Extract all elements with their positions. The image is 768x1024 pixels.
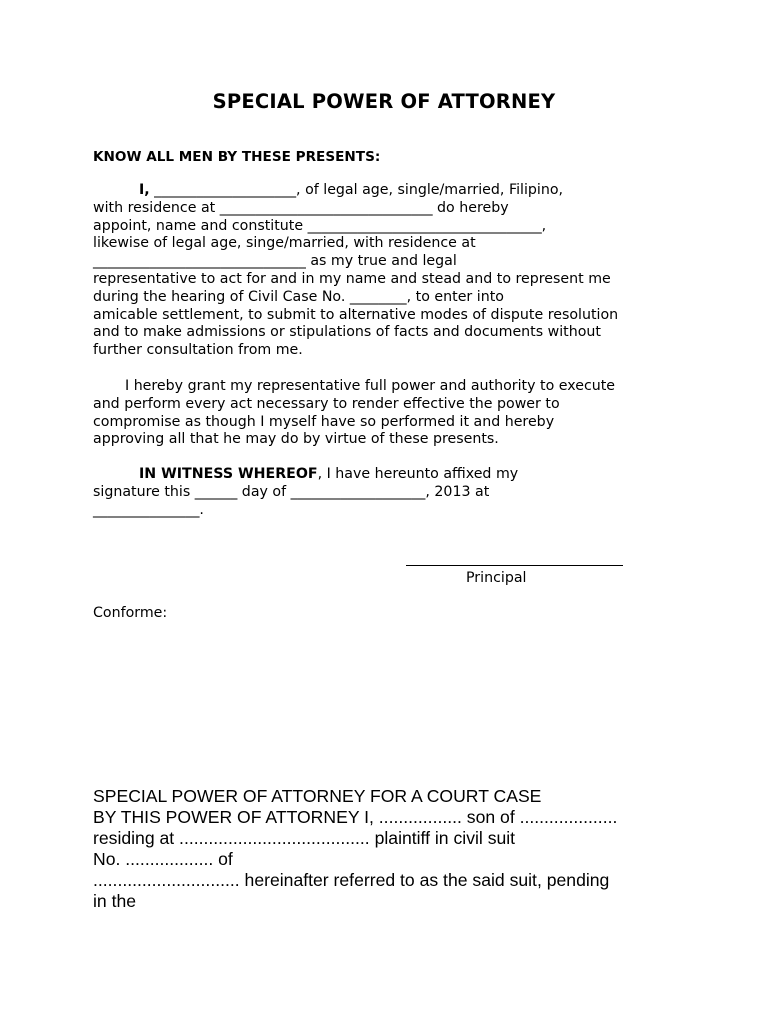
paragraph-line: signature this ______ day of ___________________, 2013 at <box>93 483 490 500</box>
paragraph-line: and perform every act necessary to render effective the power to <box>93 395 560 412</box>
paragraph-line: during the hearing of Civil Case No. ________, to enter into <box>93 288 504 305</box>
paragraph-line: I hereby grant my representative full power and authority to execute <box>125 378 616 394</box>
document-title: SPECIAL POWER OF ATTORNEY <box>212 90 556 113</box>
paragraph-line: representative to act for and in my name and stead and to represent me <box>93 270 611 287</box>
paragraph-line: likewise of legal age, singe/married, with residence at <box>93 235 476 252</box>
principal-signature-line <box>406 565 623 566</box>
witness-paragraph <box>93 466 693 519</box>
paragraph-line: further consultation from me. <box>93 342 303 359</box>
second-document-line: .............................. hereinafter referred to as the said suit, pending <box>93 870 610 890</box>
paragraph-line: approving all that he may do by virtue of these presents. <box>93 431 499 448</box>
paragraph-line: appoint, name and constitute _________________________________, <box>93 217 547 234</box>
appointment-paragraph <box>93 182 693 360</box>
paragraph-line: IN WITNESS WHEREOF, I have hereunto affixed my <box>139 466 519 482</box>
paragraph-line: ______________________________ as my true and legal <box>93 253 457 270</box>
second-document <box>93 786 693 912</box>
grant-paragraph <box>93 378 693 449</box>
principal-label: Principal <box>466 570 527 586</box>
conforme-label: Conforme: <box>93 605 168 621</box>
witness-label: IN WITNESS WHEREOF <box>139 466 318 482</box>
paragraph-line: _______________. <box>93 501 204 518</box>
know-all-heading: KNOW ALL MEN BY THESE PRESENTS: <box>93 149 381 165</box>
paragraph-line: and to make admissions or stipulations of facts and documents without <box>93 324 601 341</box>
pronoun-label: I, <box>139 182 150 198</box>
second-document-line: SPECIAL POWER OF ATTORNEY FOR A COURT CASE <box>93 786 542 806</box>
paragraph-line: I, ____________________, of legal age, single/married, Filipino, <box>139 182 564 198</box>
second-document-line: BY THIS POWER OF ATTORNEY I, ................. son of .................... <box>93 807 618 827</box>
paragraph-line: compromise as though I myself have so performed it and hereby <box>93 413 555 430</box>
second-document-line: No. .................. of <box>93 849 233 869</box>
paragraph-line: with residence at ______________________________ do hereby <box>93 199 509 216</box>
second-document-line: in the <box>93 891 137 911</box>
paragraph-line: amicable settlement, to submit to alternative modes of dispute resolution <box>93 306 619 323</box>
second-document-line: residing at ....................................... plaintiff in civil suit <box>93 828 516 848</box>
